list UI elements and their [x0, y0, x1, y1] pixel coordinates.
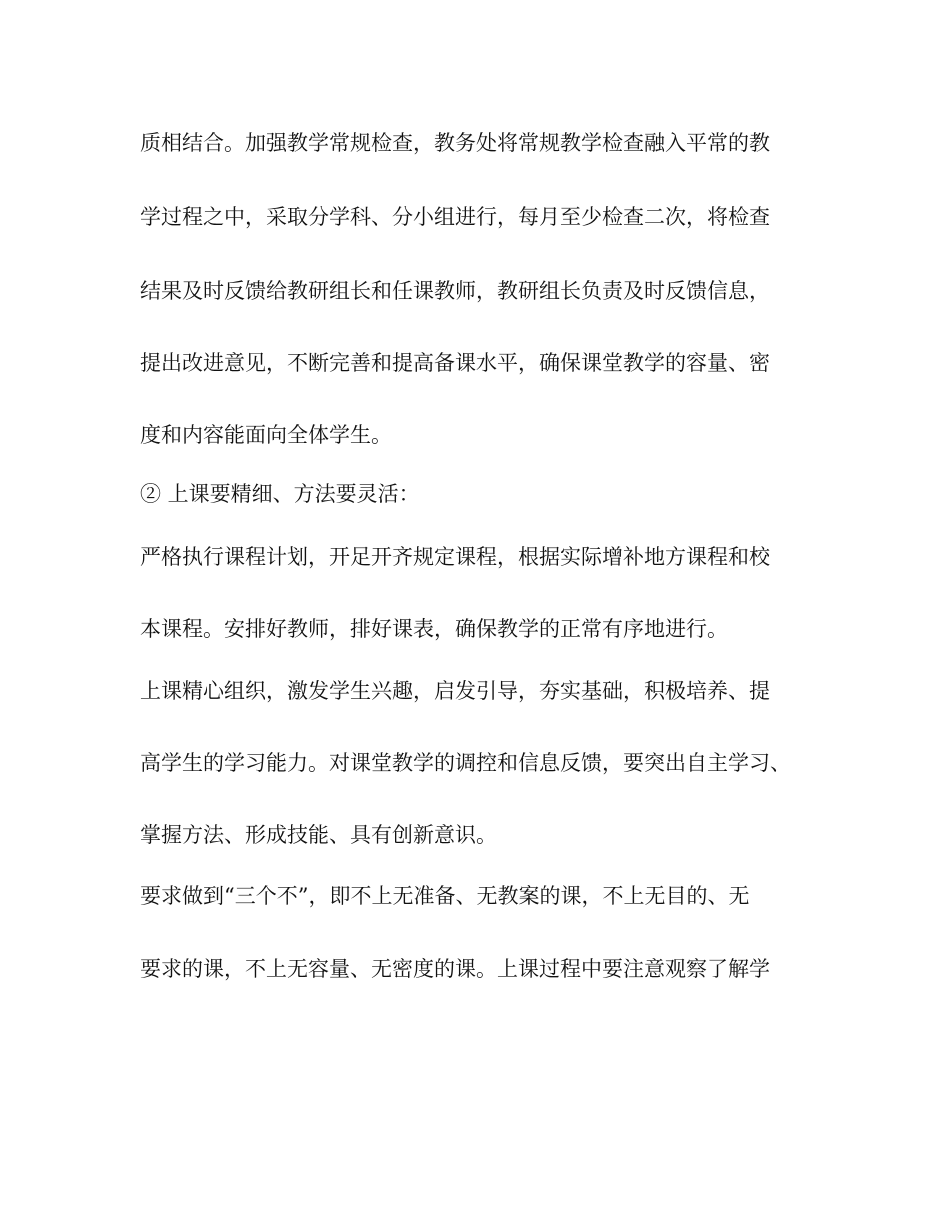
paragraph-line: 要求的课，不上无容量、无密度的课。上课过程中要注意观察了解学: [140, 957, 770, 981]
paragraph-line: 度和内容能面向全体学生。: [140, 423, 392, 447]
section-heading: ② 上课要精细、方法要灵活：: [140, 482, 420, 506]
paragraph-line: 提出改进意见，不断完善和提高备课水平，确保课堂教学的容量、密: [140, 351, 770, 375]
paragraph-line: 严格执行课程计划，开足开齐规定课程，根据实际增补地方课程和校: [140, 545, 770, 569]
paragraph-line: 本课程。安排好教师，排好课表，确保教学的正常有序地进行。: [140, 617, 728, 641]
paragraph-line: 高学生的学习能力。对课堂教学的调控和信息反馈，要突出自主学习、: [140, 751, 791, 775]
paragraph-line: 学过程之中，采取分学科、分小组进行，每月至少检查二次，将检查: [140, 205, 770, 229]
paragraph-line: 上课精心组织，激发学生兴趣，启发引导，夯实基础，积极培养、提: [140, 679, 770, 703]
paragraph-line: 结果及时反馈给教研组长和任课教师，教研组长负责及时反馈信息，: [140, 279, 770, 303]
paragraph-line: 要求做到“三个不”，即不上无准备、无教案的课，不上无目的、无: [140, 884, 750, 908]
paragraph-line: 质相结合。加强教学常规检查，教务处将常规教学检查融入平常的教: [140, 131, 770, 155]
paragraph-line: 掌握方法、形成技能、具有创新意识。: [140, 823, 497, 847]
